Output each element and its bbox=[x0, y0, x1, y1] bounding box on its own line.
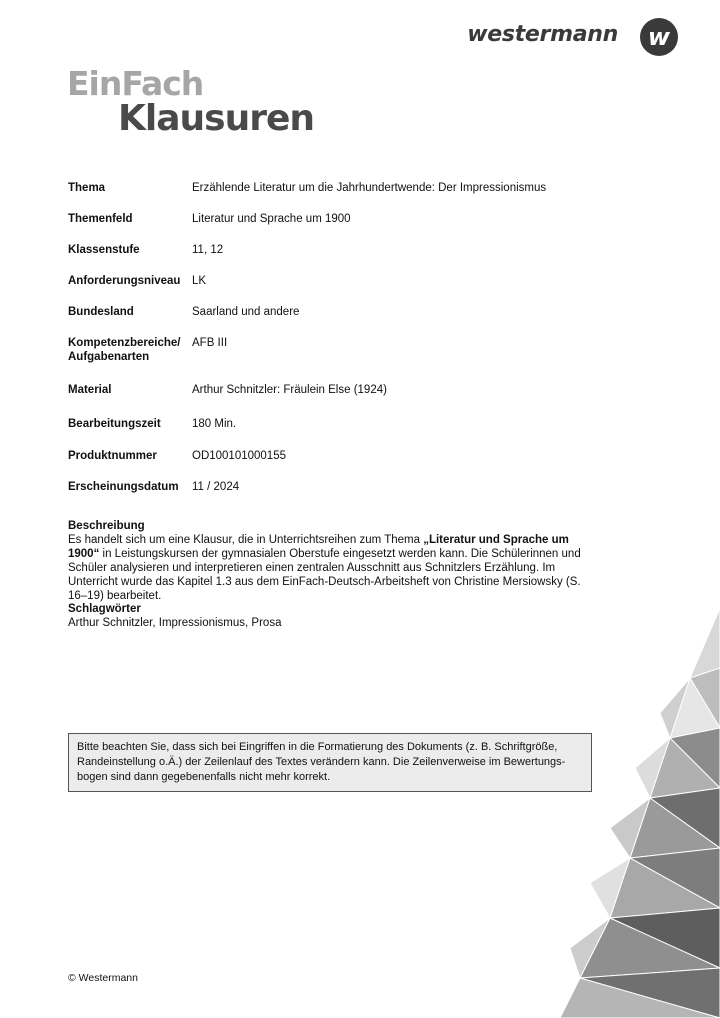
copyright: © Westermann bbox=[68, 972, 138, 984]
meta-row bbox=[68, 480, 608, 511]
description-text-start: Es handelt sich um eine Klausur, die in Unterrichtsreihen zum Thema bbox=[68, 534, 424, 546]
formatting-notice: Bitte beachten Sie, dass sich bei Eingriffen in die Formatierung des Dokuments (z. B. Schriftgröße, Randeinstellung o.Ä.) der Zeilenlauf des Textes verändern kann. Die Zeilenverweise im Bewertungs-bogen sind dann gegebenenfalls nicht mehr korrekt. bbox=[68, 733, 592, 792]
meta-value: LK bbox=[192, 275, 207, 287]
meta-value: AFB III bbox=[192, 337, 228, 349]
description-section bbox=[68, 519, 588, 603]
meta-row bbox=[68, 336, 608, 383]
meta-row bbox=[68, 449, 608, 480]
title-klausuren: Klausuren bbox=[118, 98, 315, 139]
meta-value: 180 Min. bbox=[192, 418, 237, 430]
meta-value: 11, 12 bbox=[192, 244, 224, 256]
keywords-heading: Schlagwörter bbox=[68, 603, 141, 615]
meta-key: Erscheinungsdatum bbox=[68, 481, 179, 493]
meta-row bbox=[68, 243, 608, 274]
meta-key: Anforderungsniveau bbox=[68, 275, 181, 287]
westermann-logo-icon: w bbox=[640, 18, 678, 56]
meta-row bbox=[68, 383, 608, 417]
keywords-text: Arthur Schnitzler, Impressionismus, Prosa bbox=[68, 617, 282, 629]
meta-key: Bundesland bbox=[68, 306, 134, 318]
triangle-pattern-decoration bbox=[560, 608, 720, 1018]
meta-row bbox=[68, 305, 608, 336]
description-heading: Beschreibung bbox=[68, 520, 145, 532]
meta-row bbox=[68, 212, 608, 243]
description-topic: „Literatur und Sprache um 1900“ bbox=[68, 534, 569, 560]
keywords-section bbox=[68, 602, 588, 630]
meta-value: Erzählende Literatur um die Jahrhundertwende: Der Impressionismus bbox=[192, 182, 547, 194]
description-text-end: in Leistungskursen der gymnasialen Oberstufe eingesetzt werden kann. Die Schülerinnen und Schüler analysieren und interpretieren einen zentralen Ausschnitt aus Schnitzlers Erzählung. Im Unterricht wurde das Kapitel 1.3 aus dem EinFach-Deutsch-Arbeitsheft von Christine Mersiowsky (S. 16–19) bearbeitet. bbox=[68, 548, 581, 602]
meta-key: Produktnummer bbox=[68, 450, 157, 462]
brand-wordmark: westermann bbox=[467, 22, 618, 47]
meta-row bbox=[68, 417, 608, 449]
meta-value: 11 / 2024 bbox=[192, 481, 240, 493]
meta-key: Thema bbox=[68, 182, 106, 194]
meta-key: Material bbox=[68, 384, 112, 396]
meta-value: Saarland und andere bbox=[192, 306, 300, 318]
metadata-table bbox=[68, 181, 608, 511]
meta-key: Themenfeld bbox=[68, 213, 133, 225]
meta-value: OD100101000155 bbox=[192, 450, 286, 462]
meta-key-line: Kompetenzbereiche/ bbox=[68, 337, 181, 349]
title-einfach: EinFach bbox=[67, 64, 204, 103]
meta-value: Arthur Schnitzler: Fräulein Else (1924) bbox=[192, 384, 387, 396]
meta-key bbox=[68, 336, 192, 383]
meta-key: Bearbeitungszeit bbox=[68, 418, 161, 430]
meta-row bbox=[68, 181, 608, 212]
meta-key: Klassenstufe bbox=[68, 244, 140, 256]
meta-value: Literatur und Sprache um 1900 bbox=[192, 213, 351, 225]
meta-key-line: Aufgabenarten bbox=[68, 351, 150, 363]
description-text bbox=[68, 533, 588, 603]
meta-row bbox=[68, 274, 608, 305]
